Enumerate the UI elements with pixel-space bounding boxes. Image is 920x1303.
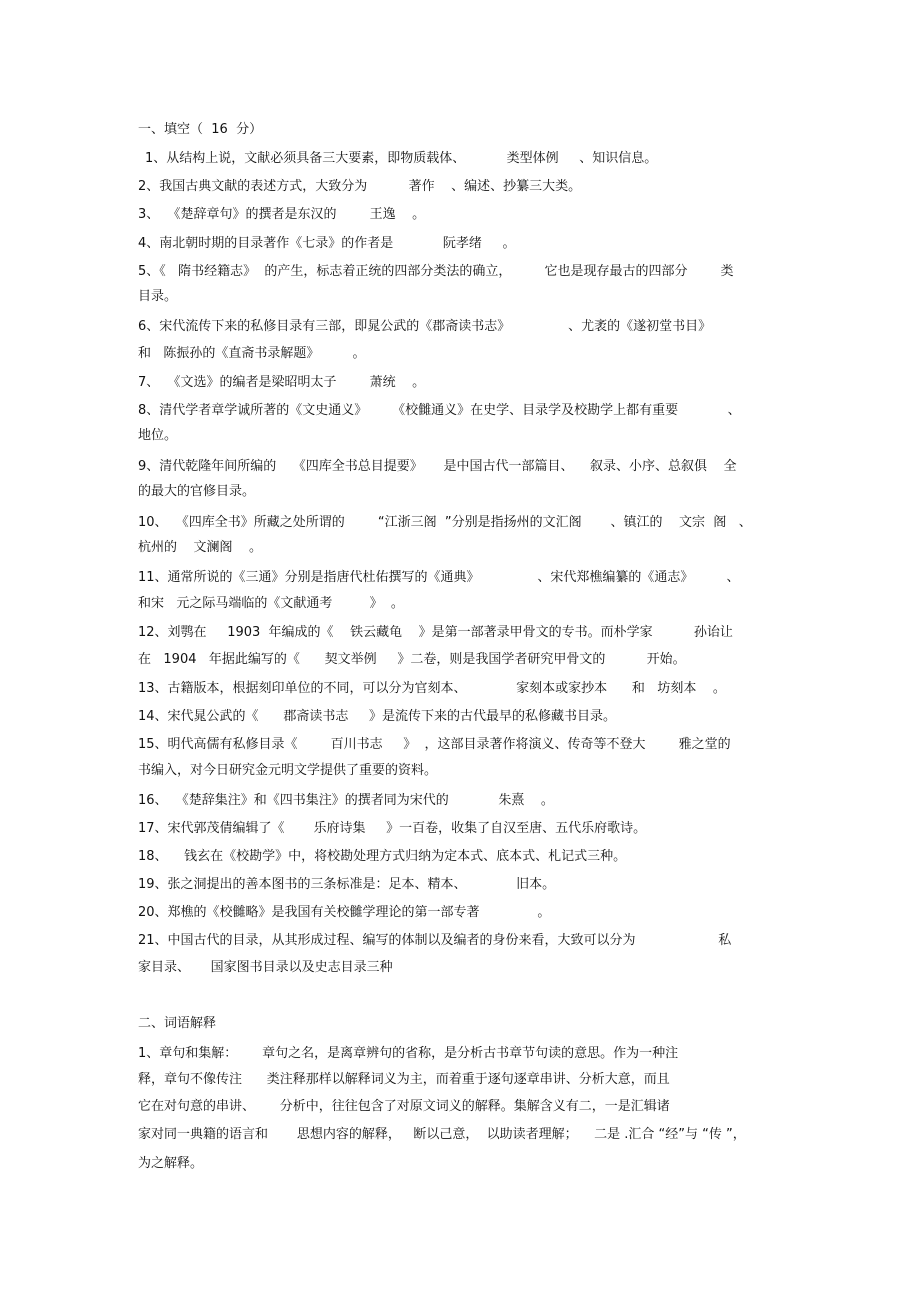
fill-item-13-line-1: 13、古籍版本，根据刻印单位的不同，可以分为官刻本、 家刻本或家抄本 和 坊刻本 。 xyxy=(138,681,726,696)
fill-item-10-line-1: 10、 《四库全书》所藏之处所谓的 “江浙三阁 ”分别是指扬州的文汇阁 、镇江的 文宗 阁 、 xyxy=(138,515,752,530)
term-1-line-4: 家对同一典籍的语言和 思想内容的解释， 断以己意， 以助读者理解； 二是 .汇合 “经”与 “传 ”， xyxy=(138,1127,746,1142)
fill-item-5-line-2: 目录。 xyxy=(138,289,178,304)
fill-item-9-line-1: 9、清代乾隆年间所编的 《四库全书总目提要》 是中国古代一部篇目、 叙录、小序、总叙俱 全 xyxy=(138,459,737,474)
fill-item-4-line-1: 4、南北朝时期的目录著作《七录》的作者是 阮孝绪 。 xyxy=(138,236,516,251)
fill-item-15-line-2: 书编入，对今日研究金元明文学提供了重要的资料。 xyxy=(138,763,438,778)
fill-item-16-line-1: 16、 《楚辞集注》和《四书集注》的撰者同为宋代的 朱熹 。 xyxy=(138,793,554,808)
fill-item-14-line-1: 14、宋代晁公武的《 郡斋读书志 》是流传下来的古代最早的私修藏书目录。 xyxy=(138,709,616,724)
fill-item-8-line-1: 8、清代学者章学诚所著的《文史通义》 《校雠通义》在史学、目录学及校勘学上都有重要 、 xyxy=(138,403,741,418)
fill-item-3-line-1: 3、 《楚辞章句》的撰者是东汉的 王逸 。 xyxy=(138,207,426,222)
section-1-heading: 一、填空（ 16 分） xyxy=(138,122,263,137)
term-1-line-1: 1、章句和集解： 章句之名，是离章辨句的省称，是分析古书章节句读的意思。作为一种注 xyxy=(138,1046,679,1061)
fill-item-21-line-1: 21、中国古代的目录，从其形成过程、编写的体制以及编者的身份来看，大致可以分为 私 xyxy=(138,933,732,948)
section-2-heading: 二、词语解释 xyxy=(138,1016,217,1031)
fill-item-6-line-2: 和 陈振孙的《直斋书录解题》 。 xyxy=(138,346,366,361)
fill-item-9-line-2: 的最大的官修目录。 xyxy=(138,484,256,499)
fill-item-8-line-2: 地位。 xyxy=(138,428,178,443)
fill-item-2-line-1: 2、我国古典文献的表述方式，大致分为 著作 、编述、抄纂三大类。 xyxy=(138,179,582,194)
fill-item-15-line-1: 15、明代高儒有私修目录《 百川书志 》 ，这部目录著作将演义、传奇等不登大 雅之堂的 xyxy=(138,737,731,752)
fill-item-11-line-2: 和宋 元之际马端临的《文献通考 》 。 xyxy=(138,596,404,611)
fill-item-12-line-2: 在 1904 年据此编写的《 契文举例 》二卷，则是我国学者研究甲骨文的 开始。 xyxy=(138,652,686,667)
fill-item-20-line-1: 20、郑樵的《校雠略》是我国有关校雠学理论的第一部专著 。 xyxy=(138,905,551,920)
fill-item-17-line-1: 17、宋代郭茂倩编辑了《 乐府诗集 》一百卷，收集了自汉至唐、五代乐府歌诗。 xyxy=(138,821,647,836)
term-1-line-2: 释，章句不像传注 类注释那样以解释词义为主，而着重于逐句逐章串讲、分析大意，而且 xyxy=(138,1072,670,1087)
fill-item-1-line-1: 1、从结构上说，文献必须具备三大要素，即物质载体、 类型体例 、知识信息。 xyxy=(145,151,658,166)
fill-item-19-line-1: 19、张之洞提出的善本图书的三条标准是：足本、精本、 旧本。 xyxy=(138,877,556,892)
fill-item-10-line-2: 杭州的 文澜阁 。 xyxy=(138,540,263,555)
fill-item-12-line-1: 12、刘鹗在 1903 年编成的《 铁云藏龟 》是第一部著录甲骨文的专书。而朴学家 孙诒让 xyxy=(138,625,733,640)
fill-item-18-line-1: 18、 钱玄在《校勘学》中，将校勘处理方式归纳为定本式、底本式、札记式三种。 xyxy=(138,849,627,864)
fill-item-7-line-1: 7、 《文选》的编者是梁昭明太子 萧统 。 xyxy=(138,375,426,390)
fill-item-11-line-1: 11、通常所说的《三通》分别是指唐代杜佑撰写的《通典》 、宋代郑樵编纂的《通志》 、 xyxy=(138,570,740,585)
fill-item-21-line-2: 家目录、 国家图书目录以及史志目录三种 xyxy=(138,960,393,975)
term-1-line-3: 它在对句意的串讲、 分析中，往往包含了对原文词义的解释。集解含义有二，一是汇辑诸 xyxy=(138,1099,670,1114)
term-1-line-5: 为之解释。 xyxy=(138,1156,204,1171)
fill-item-6-line-1: 6、宋代流传下来的私修目录有三部，即晁公武的《郡斋读书志》 、尤袤的《遂初堂书目》 xyxy=(138,319,712,334)
fill-item-5-line-1: 5、《 隋书经籍志》 的产生，标志着正统的四部分类法的确立， 它也是现存最古的四部分 类 xyxy=(138,264,734,279)
